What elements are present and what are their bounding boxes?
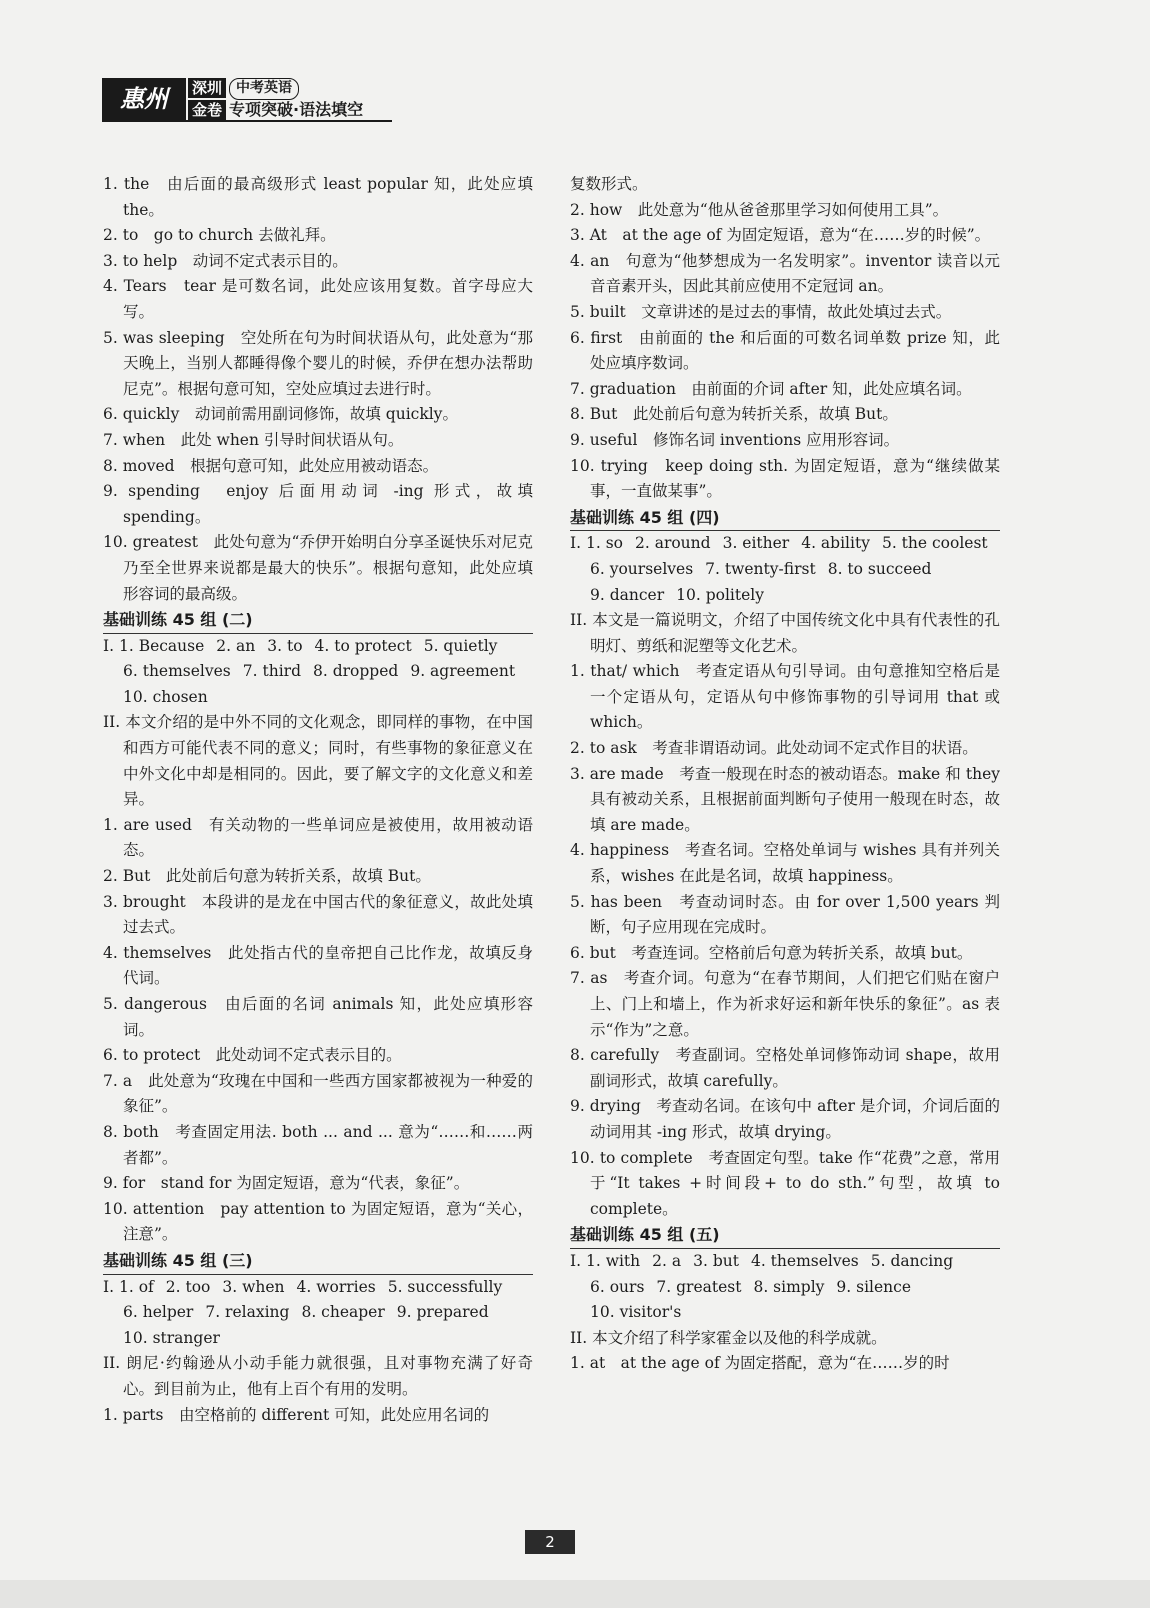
brand-header bbox=[102, 78, 392, 120]
answer-item: 9. useful 修饰名词 inventions 应用形容词。 bbox=[570, 430, 900, 449]
section-title: 基础训练 45 组 (四) bbox=[570, 505, 1000, 532]
brand-city: 深圳 bbox=[188, 78, 226, 98]
answer-item: 7. graduation 由前面的介词 after 知，此处应填名词。 bbox=[570, 379, 972, 398]
answer-item: 8. both 考查固定用法. both ... and ... 意为“……和……两者都”。 bbox=[103, 1122, 533, 1167]
answer-item: 2. to ask 考查非谓语动词。此处动词不定式作目的状语。 bbox=[570, 739, 978, 758]
answer-item: 4. an 句意为“他梦想成为一名发明家”。inventor 读音以元音音素开头，因此其前应使用不定冠词 an。 bbox=[570, 251, 1000, 296]
answer: 9. prepared bbox=[396, 1303, 489, 1322]
brand-series: 金卷 bbox=[188, 100, 226, 120]
answer: 7. twenty-first bbox=[705, 559, 816, 578]
answer-item: 7. as 考查介词。句意为“在春节期间，人们把它们贴在窗户上、门上和墙上，作为祈求好运和新年快乐的象征”。as 表示“作为”之意。 bbox=[570, 969, 1000, 1039]
answer: 2. around bbox=[634, 534, 711, 553]
answer-item: 1. parts 由空格前的 different 可知，此处应用名词的 bbox=[103, 1405, 490, 1424]
answer-item: 3. At at the age of 为固定短语，意为“在……岁的时候”。 bbox=[570, 226, 991, 245]
answer: I. 1. of bbox=[103, 1277, 154, 1296]
answer-grid bbox=[570, 531, 1000, 608]
answer: 4. worries bbox=[296, 1277, 376, 1296]
answer: 7. relaxing bbox=[205, 1303, 290, 1322]
answer: 9. silence bbox=[836, 1277, 912, 1296]
answer: 4. themselves bbox=[750, 1251, 859, 1270]
answer-item: 3. to help 动词不定式表示目的。 bbox=[103, 251, 348, 270]
answer-item: 7. a 此处意为“玫瑰在中国和一些西方国家都被视为一种爱的象征”。 bbox=[103, 1071, 533, 1116]
answer-continuation: 复数形式。 bbox=[570, 175, 648, 193]
answer: 5. the coolest bbox=[881, 534, 988, 553]
answer: 8. cheaper bbox=[301, 1303, 385, 1322]
section-title: 基础训练 45 组 (五) bbox=[570, 1222, 1000, 1249]
answer-item: 10. to complete 考查固定句型。take 作“花费”之意，常用于“It takes +时间段+ to do sth.”句型，故填 to complete。 bbox=[570, 1148, 1000, 1218]
brand-subject: 中考英语 bbox=[229, 78, 299, 100]
page-number: 2 bbox=[525, 1530, 575, 1554]
answer: 3. to bbox=[267, 636, 303, 655]
answer-item: 6. to protect 此处动词不定式表示目的。 bbox=[103, 1046, 402, 1065]
answer-item: 1. the 由后面的最高级形式 least popular 知，此处应填 the。 bbox=[103, 175, 533, 219]
answer: 2. too bbox=[165, 1277, 211, 1296]
answer: 3. when bbox=[222, 1277, 285, 1296]
answer: 10. visitor's bbox=[590, 1303, 682, 1322]
answer: 5. quietly bbox=[423, 636, 498, 655]
answer: 10. politely bbox=[676, 585, 764, 604]
brand-subtitle: 专项突破·语法填空 bbox=[229, 100, 364, 119]
answer-item: 3. are made 考查一般现在时态的被动语态。make 和 they 具有被动关系，且根据前面判断句子使用一般现在时态，故填 are made。 bbox=[570, 764, 1000, 834]
answer-item: 3. brought 本段讲的是龙在中国古代的象征意义，故此处填过去式。 bbox=[103, 892, 533, 937]
answer-item: 8. moved 根据句意可知，此处应用被动语态。 bbox=[103, 456, 439, 475]
answer: 6. ours bbox=[590, 1277, 645, 1296]
answer-item: 5. dangerous 由后面的名词 animals 知，此处应填形容词。 bbox=[103, 995, 533, 1039]
passage-summary: II. 朗尼·约翰逊从小动手能力就很强，且对事物充满了好奇心。到目前为止，他有上百个有用的发明。 bbox=[103, 1354, 533, 1398]
answer: I. 1. with bbox=[570, 1251, 641, 1270]
answer: 9. agreement bbox=[410, 662, 516, 681]
answer-item: 10. trying keep doing sth. 为固定短语，意为“继续做某事，一直做某事”。 bbox=[570, 456, 1000, 501]
answer-item: 8. carefully 考查副词。空格处单词修饰动词 shape，故用副词形式，故填 carefully。 bbox=[570, 1046, 1000, 1090]
answer-item: 4. themselves 此处指古代的皇帝把自己比作龙，故填反身代词。 bbox=[103, 943, 533, 988]
brand-logo: 惠州 bbox=[102, 78, 186, 120]
answer-item: 5. was sleeping 空处所在句为时间状语从句，此处意为“那天晚上，当别人都睡得像个婴儿的时候，乔伊在想办法帮助尼克”。根据句意可知，空处应填过去进行时。 bbox=[103, 328, 533, 398]
answer: 5. successfully bbox=[387, 1277, 503, 1296]
answer: 6. themselves bbox=[123, 662, 231, 681]
answer-grid bbox=[570, 1249, 1000, 1326]
answer-item: 2. how 此处意为“他从爸爸那里学习如何使用工具”。 bbox=[570, 200, 949, 219]
answer: 2. an bbox=[216, 636, 256, 655]
answer: 8. simply bbox=[753, 1277, 825, 1296]
answer: 10. chosen bbox=[123, 687, 208, 706]
answer-item: 4. Tears tear 是可数名词，此处应该用复数。首字母应大写。 bbox=[103, 277, 533, 321]
answer: 3. but bbox=[693, 1251, 739, 1270]
answer: 3. either bbox=[722, 534, 790, 553]
answer-item: 5. has been 考查动词时态。由 for over 1,500 years 判断，句子应用现在完成时。 bbox=[570, 892, 1000, 937]
passage-summary: II. 本文介绍的是中外不同的文化观念，即同样的事物，在中国和西方可能代表不同的意义；同时，有些事物的象征意义在中外文化中却是相同的。因此，要了解文字的文化意义和差异。 bbox=[103, 713, 533, 809]
answer: 5. dancing bbox=[870, 1251, 954, 1270]
answer: 4. ability bbox=[801, 534, 870, 553]
passage-summary: II. 本文介绍了科学家霍金以及他的科学成就。 bbox=[570, 1328, 887, 1347]
answer-item: 4. happiness 考查名词。空格处单词与 wishes 具有并列关系，wishes 在此是名词，故填 happiness。 bbox=[570, 841, 1000, 886]
answer-item: 6. but 考查连词。空格前后句意为转折关系，故填 but。 bbox=[570, 943, 973, 962]
answer: 2. a bbox=[652, 1251, 682, 1270]
answer: 4. to protect bbox=[314, 636, 412, 655]
answer-grid bbox=[103, 1275, 533, 1352]
answer: 7. greatest bbox=[656, 1277, 742, 1296]
right-column bbox=[570, 172, 1000, 1377]
answer-item: 9. spending enjoy 后面用动词 -ing 形式，故填 spending。 bbox=[103, 482, 533, 526]
answer-item: 1. are used 有关动物的一些单词应是被使用，故用被动语态。 bbox=[103, 815, 533, 860]
answer: 10. stranger bbox=[123, 1328, 220, 1347]
answer: I. 1. Because bbox=[103, 636, 205, 655]
section-title: 基础训练 45 组 (三) bbox=[103, 1248, 533, 1275]
answer-item: 8. But 此处前后句意为转折关系，故填 But。 bbox=[570, 405, 898, 424]
answer-item: 7. when 此处 when 引导时间状语从句。 bbox=[103, 430, 404, 449]
answer-grid bbox=[103, 634, 533, 711]
answer-item: 1. that/ which 考查定语从句引导词。由句意推知空格后是一个定语从句，定语从句中修饰事物的引导词用 that 或 which。 bbox=[570, 662, 1000, 732]
answer-item: 2. to go to church 去做礼拜。 bbox=[103, 226, 336, 245]
section-title: 基础训练 45 组 (二) bbox=[103, 607, 533, 634]
answer: 9. dancer bbox=[590, 585, 665, 604]
answer-item: 9. for stand for 为固定短语，意为“代表，象征”。 bbox=[103, 1174, 470, 1193]
answer-item: 10. greatest 此处句意为“乔伊开始明白分享圣诞快乐对尼克乃至全世界来说都是最大的快乐”。根据句意知，此处应填形容词的最高级。 bbox=[103, 533, 533, 603]
answer-item: 5. built 文章讲述的是过去的事情，故此处填过去式。 bbox=[570, 302, 952, 321]
answer-item: 2. But 此处前后句意为转折关系，故填 But。 bbox=[103, 867, 431, 886]
answer: 8. to succeed bbox=[827, 559, 932, 578]
bottom-band bbox=[0, 1580, 1150, 1608]
answer: I. 1. so bbox=[570, 534, 623, 553]
answer-item: 6. quickly 动词前需用副词修饰，故填 quickly。 bbox=[103, 405, 458, 424]
header-rule bbox=[102, 120, 392, 122]
answer: 6. yourselves bbox=[590, 559, 694, 578]
answer-item: 1. at at the age of 为固定搭配，意为“在……岁的时 bbox=[570, 1354, 950, 1373]
left-column bbox=[103, 172, 533, 1428]
answer-item: 10. attention pay attention to 为固定短语，意为“关心，注意”。 bbox=[103, 1199, 533, 1244]
answer: 8. dropped bbox=[313, 662, 399, 681]
answer: 6. helper bbox=[123, 1303, 194, 1322]
answer-item: 6. first 由前面的 the 和后面的可数名词单数 prize 知，此处应填序数词。 bbox=[570, 328, 1000, 373]
answer-item: 9. drying 考查动名词。在该句中 after 是介词，介词后面的动词用其 -ing 形式，故填 drying。 bbox=[570, 1097, 1000, 1141]
passage-summary: II. 本文是一篇说明文，介绍了中国传统文化中具有代表性的孔明灯、剪纸和泥塑等文化艺术。 bbox=[570, 611, 1000, 655]
answer: 7. third bbox=[242, 662, 301, 681]
